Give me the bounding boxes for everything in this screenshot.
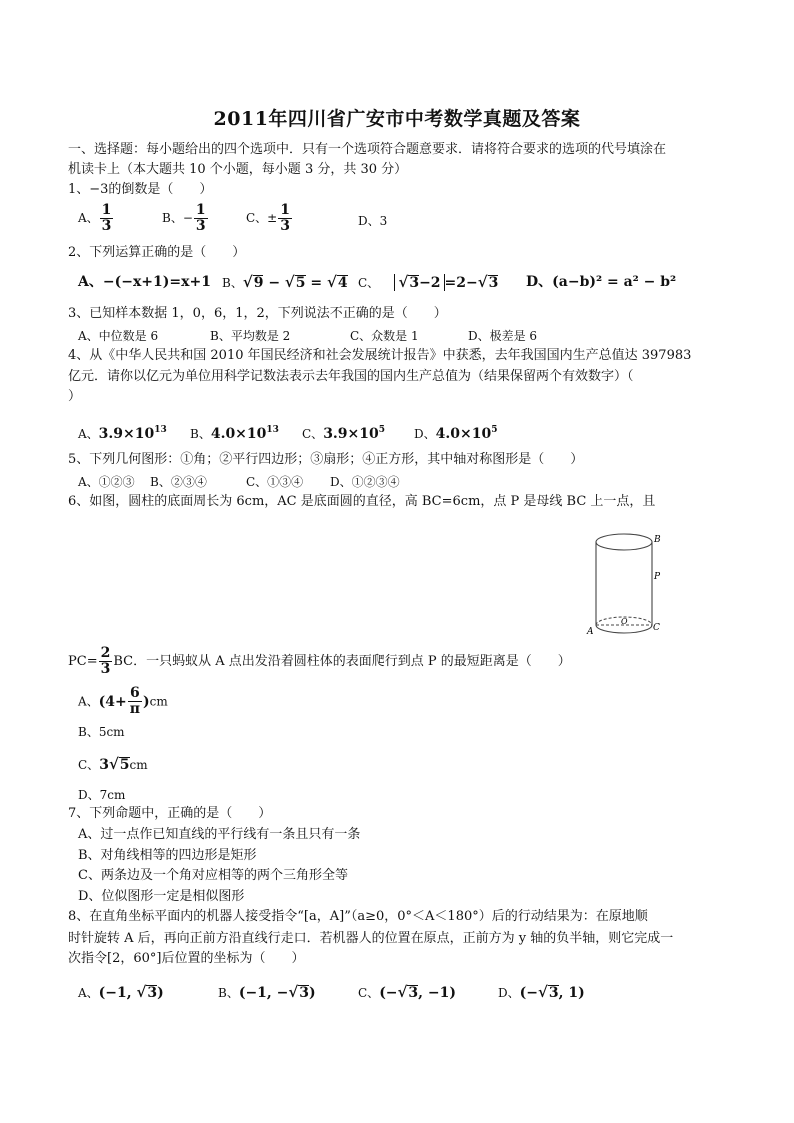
q1-option-b [162,203,209,234]
q4-stem-line2: 亿元．请你以亿元为单位用科学记数法表示去年我国的国内生产总值为（结果保留两个有效数字）（ [68,369,634,384]
q5-option-a: A、①②③ [78,475,135,489]
q8-option-c [358,984,456,1001]
q5-stem: 5、下列几何图形：①角；②平行四边形；③扇形；④正方形，其中轴对称图形是（ ） [68,452,584,467]
q2-b-label: B、 [222,276,243,290]
q8-option-d [498,984,585,1001]
q2-c-label: C、 [358,276,380,290]
q1-a-fraction [100,203,114,234]
fraction-denominator: 3 [195,218,206,234]
q8-d-post: , 1) [558,985,585,1001]
q8-d-label: D、 [498,986,520,1000]
label-c: C [653,623,660,633]
q1-stem: 1、−3的倒数是（ ） [68,182,213,197]
radical-sign-icon: √ [397,983,408,1001]
q3-option-b: B、平均数是 2 [210,329,291,343]
q8-stem-line2: 时针旋转 A 后，再向正前方沿直线行走口．若机器人的位置在原点，正前方为 y 轴的负半轴，则它完成一 [68,931,674,946]
q5-option-b: B、②③④ [150,475,207,489]
q2-a-text: A、−(−x+1)=x+1 [78,274,211,290]
q8-stem-line3: 次指令[2，60°]后位置的坐标为（ ） [68,951,305,966]
q8-c-label: C、 [358,986,380,1000]
q6-a-fraction [128,686,142,717]
exponent: 5 [378,425,386,435]
q8-b-label: B、 [218,986,239,1000]
q1-c-fraction [278,203,292,234]
radicand: 3 [548,985,559,1001]
fraction-numerator: 2 [100,645,111,661]
radicand: 3 [409,275,420,291]
radicand: 9 [253,275,264,291]
section-heading-line1: 一、选择题：每小题给出的四个选项中．只有一个选项符合题意要求．请将符合要求的选项的代号填涂在 [68,142,667,157]
cylinder-bottom-front [596,625,652,633]
q4-b-value: 4.0×10 [210,426,267,442]
q4-option-c [302,422,385,442]
q1-a-label: A、 [78,211,99,225]
label-a: A [587,627,594,637]
unit: cm [129,758,148,772]
radical-sign-icon: √ [327,273,337,291]
q6-stem-line1: 6、如图，圆柱的底面周长为 6cm，AC 是底面圆的直径，高 BC=6cm，点 P 是母线 BC 上一点，且 [68,494,656,509]
q1-option-c [246,203,293,234]
q2-stem: 2、下列运算正确的是（ ） [68,245,246,260]
q8-b-pre: (−1, − [238,985,289,1001]
fraction-denominator: 3 [101,218,112,234]
q4-a-value: 3.9×10 [98,426,155,442]
radical-sign-icon: √ [136,983,147,1001]
q3-option-d: D、极差是 6 [468,329,538,343]
q6-option-c [78,756,148,773]
q4-option-b [190,422,279,442]
label-p: P [654,572,661,582]
q4-c-label: C、 [302,427,324,441]
q8-d-pre: (− [519,985,538,1001]
pc-label: PC= [68,654,98,669]
q7-option-c: C、两条边及一个角对应相等的两个三角形全等 [78,868,348,883]
radicand: 5 [295,275,306,291]
label-b: B [654,535,661,545]
q2-d-text: D、(a−b)² = a² − b² [526,274,677,290]
radicand: 3 [408,985,419,1001]
q6-option-d: D、7cm [78,788,126,802]
exponent: 13 [154,425,167,435]
label-o: O [621,617,628,626]
fraction-denominator: 3 [100,661,111,677]
radicand: 5 [119,757,130,773]
radical-sign-icon: √ [242,273,253,291]
radical-sign-icon: √ [477,273,488,291]
q6-option-a [78,686,168,717]
q7-stem: 7、下列命题中，正确的是（ ） [68,806,272,821]
operator: = [310,275,323,291]
q4-option-a [78,422,167,442]
exponent: 5 [491,425,498,435]
q8-a-post: ) [157,985,164,1001]
q8-c-post: , −1) [418,985,456,1001]
q3-option-c: C、众数是 1 [350,329,419,343]
page-title: 2011年四川省广安市中考数学真题及答案 [213,108,581,130]
radicand: 3 [147,985,158,1001]
q8-a-pre: (−1, [98,985,137,1001]
q7-option-b: B、对角线相等的四边形是矩形 [78,848,257,863]
radical-sign-icon: √ [537,983,548,1001]
radical-sign-icon: √ [288,983,299,1001]
q6-stem-text: BC．一只蚂蚁从 A 点出发沿着圆柱体的表面爬行到点 P 的最短距离是（ ） [113,654,571,669]
q8-stem-line1: 8、在直角坐标平面内的机器人接受指令“[a，A]”（a≥0，0°＜A＜180°）后的行动结果为：在原地顺 [68,909,648,924]
q4-option-d [414,422,497,442]
radical-sign-icon: √ [398,273,409,291]
q2-option-b [222,274,348,291]
coefficient: 3 [99,757,109,773]
q6-a-label: A、 [78,694,99,709]
fraction-numerator: 1 [195,202,206,218]
q4-stem-line3: ） [68,389,82,404]
radical-sign-icon: √ [108,755,119,773]
q1-option-d: D、3 [358,214,388,228]
q6-c-label: C、 [78,758,100,772]
q4-b-label: B、 [190,427,211,441]
fraction-numerator: 1 [280,202,290,218]
q6-a-pre: (4+ [98,693,127,710]
q6-option-b: B、5cm [78,725,125,739]
q2-option-a [78,274,211,290]
abs-inner: −2 [419,275,441,291]
q4-a-label: A、 [78,427,99,441]
operator: =2− [444,275,478,291]
exponent: 13 [266,425,279,435]
section-heading-line2: 机读卡上（本大题共 10 个小题，每小题 3 分，共 30 分） [68,162,408,177]
q6-a-post: ) [143,693,150,710]
q7-option-d: D、位似图形一定是相似图形 [78,889,245,904]
fraction-numerator: 1 [101,202,112,218]
q3-stem: 3、已知样本数据 1，0，6，1，2，下列说法不正确的是（ ） [68,306,447,321]
q4-d-label: D、 [414,427,436,441]
q1-option-a [78,203,114,234]
cylinder-figure [585,530,665,645]
radical-sign-icon: √ [284,273,295,291]
q1-b-label: B、− [162,211,193,225]
operator: − [268,275,281,291]
q6-stem-line2 [68,646,571,677]
radicand: 3 [488,275,499,291]
cylinder-top-ellipse [596,534,652,550]
pc-fraction [99,646,113,677]
fraction-numerator: 6 [128,686,142,702]
q8-option-a [78,984,164,1001]
q8-option-b [218,984,316,1001]
q5-option-c: C、①③④ [246,475,304,489]
q8-c-pre: (− [379,985,398,1001]
radicand: 4 [337,275,348,291]
q4-c-value: 3.9×10 [323,426,379,442]
q5-option-d: D、①②③④ [330,475,400,489]
q2-option-c [358,274,498,291]
q2-option-d [526,274,676,290]
absolute-value [394,274,444,291]
q4-d-value: 4.0×10 [435,426,492,442]
q1-b-fraction [194,203,208,234]
q8-b-post: ) [309,985,316,1001]
q7-option-a: A、过一点作已知直线的平行线有一条且只有一条 [78,827,361,842]
fraction-denominator: π [129,701,141,717]
q3-option-a: A、中位数是 6 [78,329,159,343]
q1-c-label: C、± [246,211,278,225]
unit: cm [149,694,168,709]
q4-stem-line1: 4、从《中华人民共和国 2010 年国民经济和社会发展统计报告》中获悉，去年我国国内生产总值达 397983 [68,348,692,363]
fraction-denominator: 3 [280,218,290,234]
q8-a-label: A、 [78,986,99,1000]
radicand: 3 [299,985,310,1001]
